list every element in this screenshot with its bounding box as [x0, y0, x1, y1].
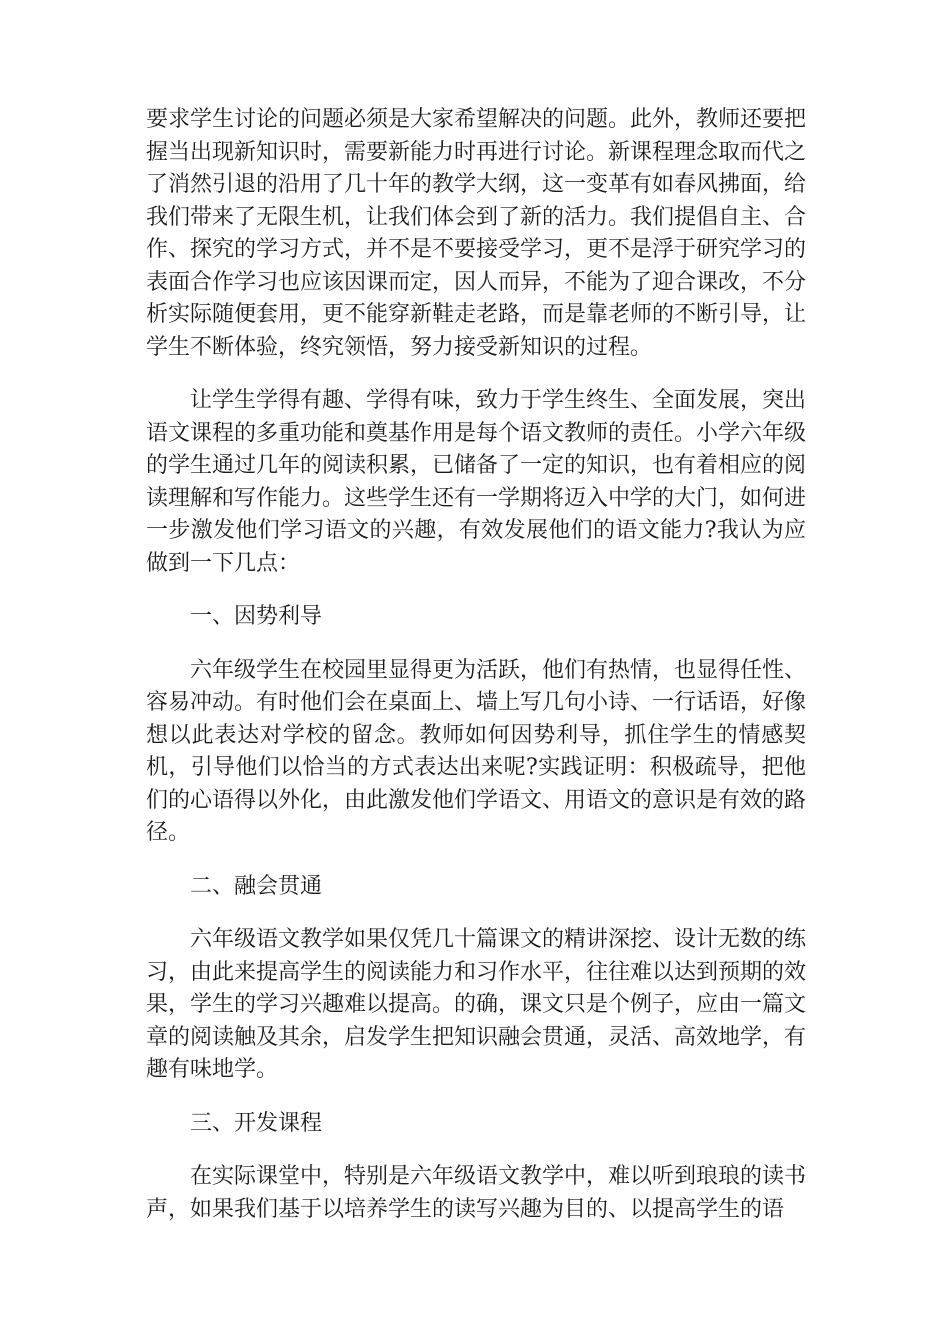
body-paragraph-3: 六年级学生在校园里显得更为活跃，他们有热情，也显得任性、容易冲动。有时他们会在桌面上、墙上写几句小诗、一行话语，好像想以此表达对学校的留念。教师如何因势利导，抓住学生的情感契机，引导他们以恰当的方式表达出来呢?实践证明：积极疏导，把他们的心语得以外化，由此激发他们学语文、用语文的意识是有效的路径。: [146, 657, 807, 845]
body-paragraph-5: 在实际课堂中，特别是六年级语文教学中，难以听到琅琅的读书声，如果我们基于以培养学生的读写兴趣为目的、以提高学生的语: [146, 1164, 807, 1222]
body-paragraph-1: 要求学生讨论的问题必须是大家希望解决的问题。此外，教师还要把握当出现新知识时，需要新能力时再进行讨论。新课程理念取而代之了消然引退的沿用了几十年的教学大纲，这一变革有如春风拂面，给我们带来了无限生机，让我们体会到了新的活力。我们提倡自主、合作、探究的学习方式，并不是不要接受学习，更不是浮于研究学习的表面合作学习也应该因课而定，因人而异，不能为了迎合课改，不分析实际随便套用，更不能穿新鞋走老路，而是靠老师的不断引导，让学生不断体验，终究领悟，努力接受新知识的过程。: [146, 107, 807, 360]
document-page: [146, 104, 806, 1247]
body-paragraph-2: 让学生学得有趣、学得有味，致力于学生终生、全面发展，突出语文课程的多重功能和奠基作用是每个语文教师的责任。小学六年级的学生通过几年的阅读积累，已储备了一定的知识，也有着相应的阅读理解和写作能力。这些学生还有一学期将迈入中学的大门，如何进一步激发他们学习语文的兴趣，有效发展他们的语文能力?我认为应做到一下几点：: [146, 388, 807, 576]
section-heading-3: 三、开发课程: [190, 1110, 323, 1136]
section-heading-1: 一、因势利导: [190, 604, 323, 629]
section-heading-2: 二、融会贯通: [190, 873, 323, 899]
body-paragraph-4: 六年级语文教学如果仅凭几十篇课文的精讲深挖、设计无数的练习，由此来提高学生的阅读能力和习作水平，往往难以达到预期的效果，学生的学习兴趣难以提高。的确，课文只是个例子，应由一篇文章的阅读触及其余，启发学生把知识融会贯通，灵活、高效地学，有趣有味地学。: [146, 927, 807, 1082]
